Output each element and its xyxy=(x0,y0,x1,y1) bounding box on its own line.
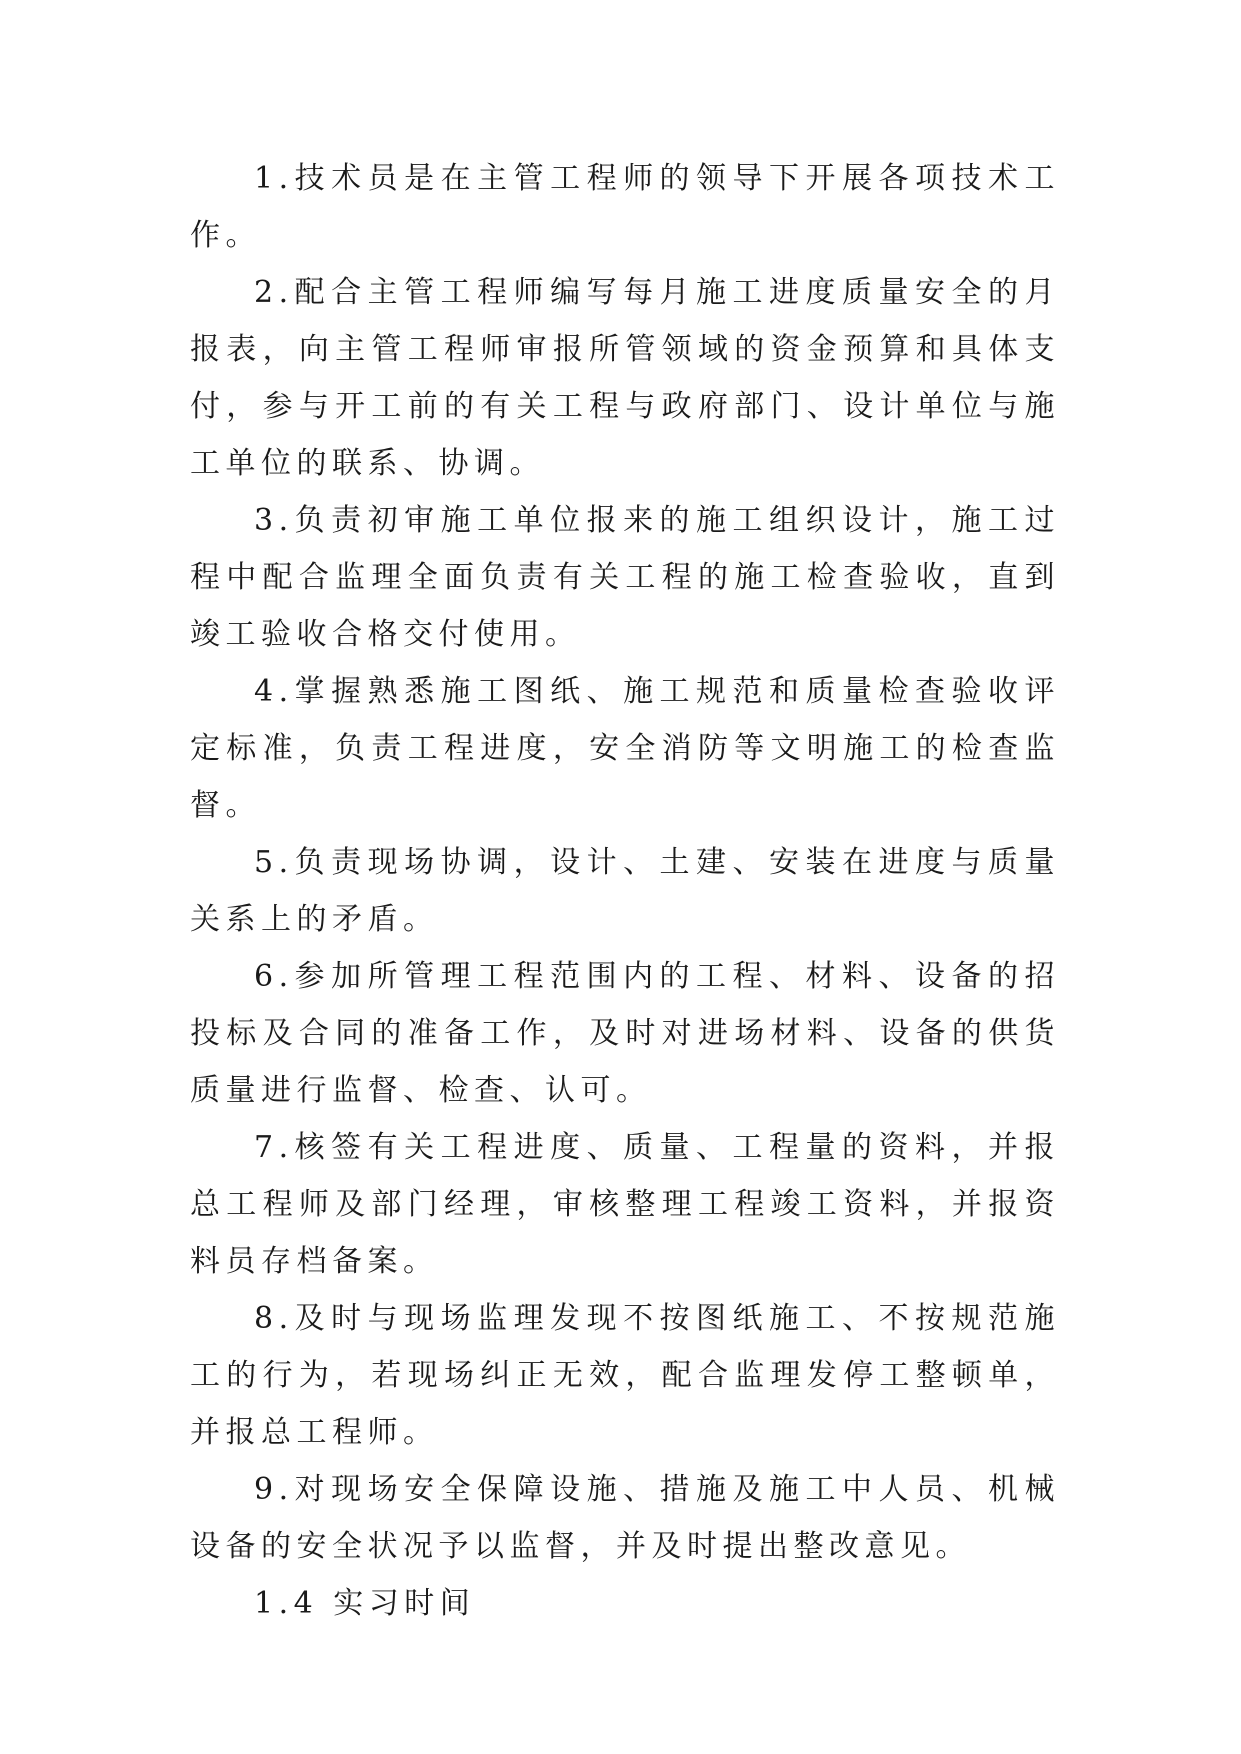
list-item: 5.负责现场协调，设计、土建、安装在进度与质量关系上的矛盾。 xyxy=(190,845,1060,937)
list-item: 6.参加所管理工程范围内的工程、材料、设备的招投标及合同的准备工作，及时对进场材料、设备的供货质量进行监督、检查、认可。 xyxy=(190,959,1060,1108)
list-item: 3.负责初审施工单位报来的施工组织设计，施工过程中配合监理全面负责有关工程的施工检查验收，直到竣工验收合格交付使用。 xyxy=(190,503,1060,652)
list-item: 7.核签有关工程进度、质量、工程量的资料，并报总工程师及部门经理，审核整理工程竣工资料，并报资料员存档备案。 xyxy=(190,1130,1060,1279)
list-item: 2.配合主管工程师编写每月施工进度质量安全的月报表，向主管工程师审报所管领域的资金预算和具体支付，参与开工前的有关工程与政府部门、设计单位与施工单位的联系、协调。 xyxy=(190,275,1060,481)
list-item: 1.技术员是在主管工程师的领导下开展各项技术工作。 xyxy=(190,161,1060,253)
list-item: 8.及时与现场监理发现不按图纸施工、不按规范施工的行为，若现场纠正无效，配合监理发停工整顿单，并报总工程师。 xyxy=(190,1301,1060,1450)
document-body xyxy=(190,150,1060,1632)
list-item: 9.对现场安全保障设施、措施及施工中人员、机械设备的安全状况予以监督，并及时提出整改意见。 xyxy=(190,1472,1060,1564)
section-heading: 1.4 实习时间 xyxy=(254,1586,476,1621)
list-item: 4.掌握熟悉施工图纸、施工规范和质量检查验收评定标准，负责工程进度，安全消防等文明施工的检查监督。 xyxy=(190,674,1060,823)
